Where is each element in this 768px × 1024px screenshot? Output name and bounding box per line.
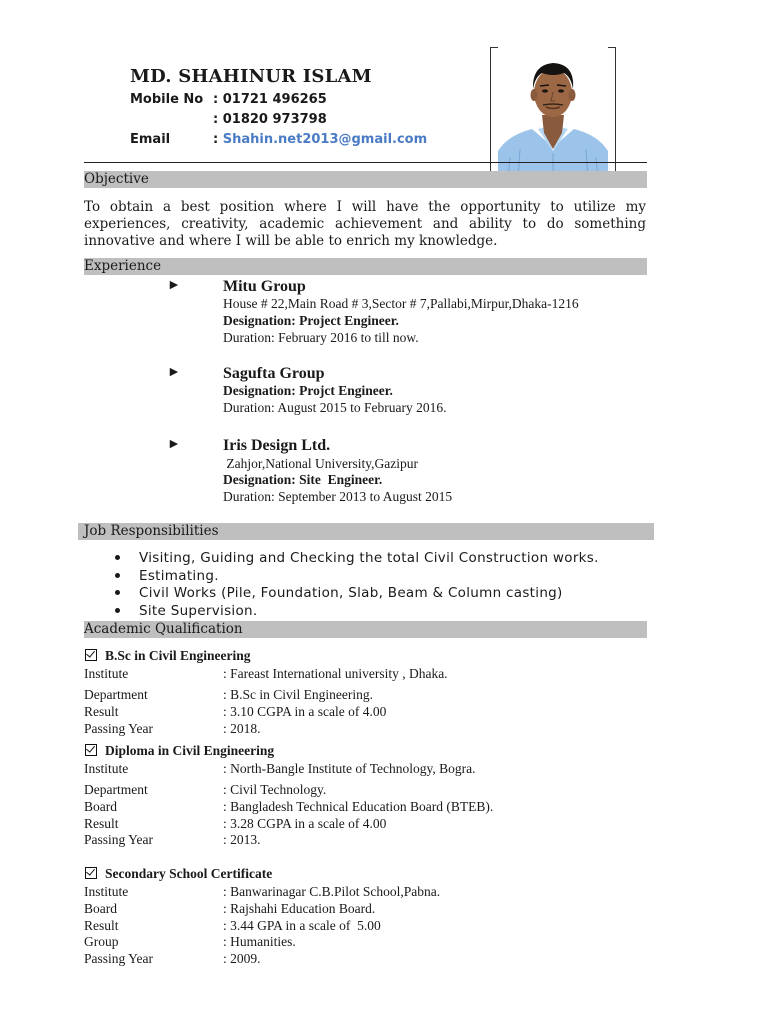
list-item <box>115 585 563 601</box>
row-value: : B.Sc in Civil Engineering. <box>223 687 373 702</box>
row-value: : Banwarinagar C.B.Pilot School,Pabna. <box>223 884 441 899</box>
row-label: Board <box>84 799 117 814</box>
bullet-icon <box>115 590 120 595</box>
list-item <box>115 550 599 566</box>
row-value: : 2013. <box>223 832 261 847</box>
mobile-number-1: : 01721 496265 <box>213 92 327 107</box>
row-label: Institute <box>84 666 129 681</box>
row-label: Result <box>84 918 119 933</box>
responsibilities-list <box>115 550 655 622</box>
row-value: : 3.44 GPA in a scale of 5.00 <box>223 918 381 933</box>
row-label: Institute <box>84 884 129 899</box>
row-value: : 2018. <box>223 721 261 736</box>
list-item <box>115 603 258 619</box>
bullet-arrow-icon: ► <box>167 365 181 380</box>
section-title-experience: Experience <box>84 258 162 274</box>
header-divider <box>84 162 647 163</box>
designation: Designation: Projct Engineer. <box>223 383 393 398</box>
company-name: Iris Design Ltd. <box>223 437 331 454</box>
checkbox-checked-icon <box>85 744 97 756</box>
row-label: Passing Year <box>84 832 154 847</box>
row-label: Institute <box>84 761 129 776</box>
row-value: : Humanities. <box>223 934 296 949</box>
duration: Duration: February 2016 to till now. <box>223 330 419 345</box>
degree-title-text: Diploma in Civil Engineering <box>105 743 275 758</box>
section-bar-responsibilities <box>78 523 654 540</box>
mobile-label: Mobile No <box>130 92 204 107</box>
profile-photo-frame <box>490 47 616 181</box>
company-address: House # 22,Main Road # 3,Sector # 7,Pallabi,Mirpur,Dhaka-1216 <box>223 296 579 311</box>
mobile-number-2: : 01820 973798 <box>213 112 327 127</box>
checkbox-checked-icon <box>85 867 97 879</box>
section-title-academic: Academic Qualification <box>84 621 243 637</box>
row-value: : Rajshahi Education Board. <box>223 901 376 916</box>
row-value: : Bangladesh Technical Education Board (BTEB). <box>223 799 494 814</box>
bullet-icon <box>115 573 120 578</box>
email-label: Email <box>130 132 171 147</box>
row-label: Passing Year <box>84 951 154 966</box>
row-value: : 3.28 CGPA in a scale of 4.00 <box>223 816 387 831</box>
bullet-icon <box>115 555 120 560</box>
section-bar-objective <box>84 171 647 188</box>
row-value: : 2009. <box>223 951 261 966</box>
checkbox-checked-icon <box>85 649 97 661</box>
section-bar-academic <box>84 621 647 638</box>
bullet-icon <box>115 608 120 613</box>
bullet-arrow-icon: ► <box>167 278 181 293</box>
row-label: Result <box>84 816 119 831</box>
row-label: Department <box>84 687 148 702</box>
row-value: : Fareast International university , Dhaka. <box>223 666 448 681</box>
company-name: Sagufta Group <box>223 365 325 382</box>
degree-title-text: B.Sc in Civil Engineering <box>105 648 251 663</box>
candidate-name: MD. SHAHINUR ISLAM <box>130 66 372 87</box>
section-title-objective: Objective <box>84 171 149 187</box>
profile-photo <box>498 53 608 179</box>
designation: Designation: Site Engineer. <box>223 472 383 487</box>
row-value: : 3.10 CGPA in a scale of 4.00 <box>223 704 387 719</box>
email-link[interactable]: Shahin.net2013@gmail.com <box>222 132 428 147</box>
company-address: Zahjor,National University,Gazipur <box>223 456 419 471</box>
row-label: Department <box>84 782 148 797</box>
list-item-text: Civil Works (Pile, Foundation, Slab, Beam & Column casting) <box>139 585 563 601</box>
row-value: : North-Bangle Institute of Technology, Bogra. <box>223 761 476 776</box>
row-label: Board <box>84 901 117 916</box>
email-separator: : <box>213 132 219 147</box>
list-item-text: Visiting, Guiding and Checking the total Civil Construction works. <box>139 550 599 566</box>
degree-title-text: Secondary School Certificate <box>105 866 273 881</box>
company-name: Mitu Group <box>223 278 306 295</box>
section-bar-experience <box>84 258 647 275</box>
bullet-arrow-icon: ► <box>167 437 181 452</box>
row-label: Passing Year <box>84 721 154 736</box>
section-title-responsibilities: Job Responsibilities <box>84 523 219 539</box>
degree-title <box>85 648 251 664</box>
email-row <box>213 132 427 147</box>
duration: Duration: August 2015 to February 2016. <box>223 400 447 415</box>
degree-title <box>85 866 272 882</box>
row-value: : Civil Technology. <box>223 782 327 797</box>
degree-title <box>85 743 274 759</box>
row-label: Result <box>84 704 119 719</box>
list-item-text: Estimating. <box>139 568 219 584</box>
row-label: Group <box>84 934 119 949</box>
list-item-text: Site Supervision. <box>139 603 258 619</box>
designation: Designation: Project Engineer. <box>223 313 399 328</box>
duration: Duration: September 2013 to August 2015 <box>223 489 453 504</box>
list-item <box>115 568 219 584</box>
objective-text: To obtain a best position where I will have the opportunity to utilize my experiences, creativity, academic achievement and ability to do something innovative and where I will be able to enrich my knowledge. <box>84 199 646 249</box>
